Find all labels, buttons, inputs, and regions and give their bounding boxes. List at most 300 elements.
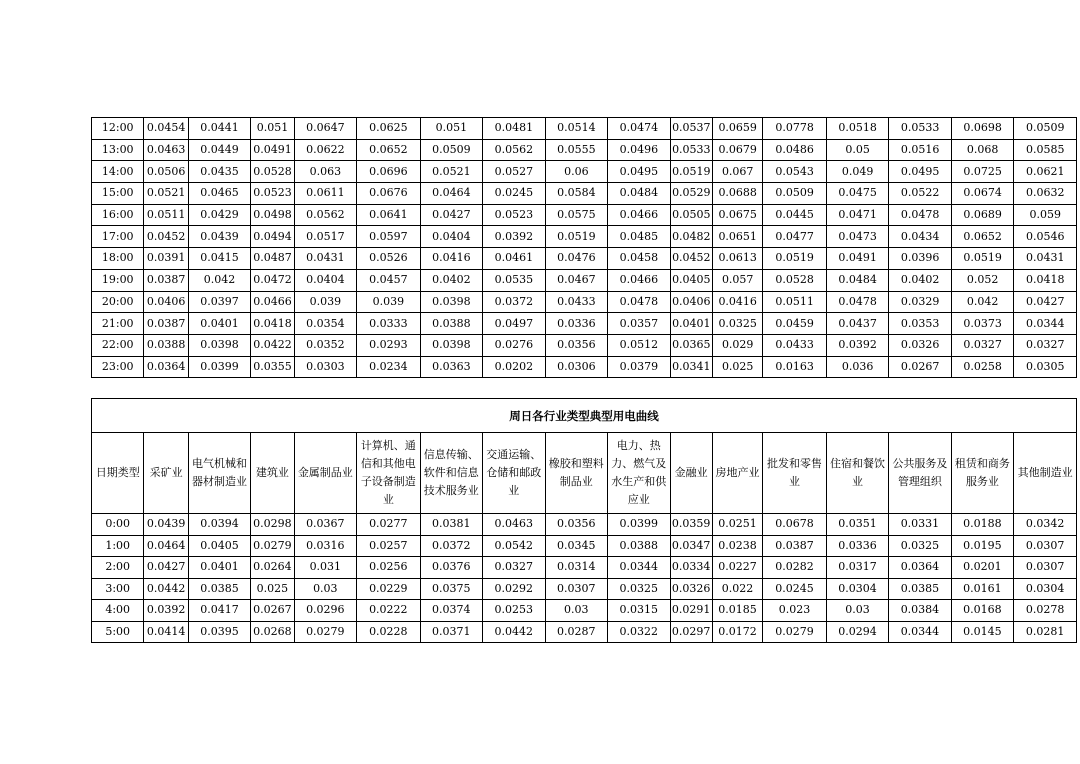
value-cell: 0.0303 (294, 356, 357, 378)
value-cell: 0.0354 (294, 313, 357, 335)
value-cell: 0.0537 (670, 118, 712, 140)
table-row (92, 578, 1077, 600)
value-cell: 0.0484 (608, 183, 671, 205)
value-cell: 0.0392 (826, 334, 889, 356)
value-cell: 0.0376 (420, 557, 482, 579)
value-cell: 0.0402 (420, 269, 483, 291)
value-cell: 0.049 (826, 161, 889, 183)
value-cell: 0.0329 (889, 291, 952, 313)
value-cell: 0.0518 (826, 118, 889, 140)
column-header: 金属制品业 (294, 433, 356, 514)
value-cell: 0.0431 (294, 248, 357, 270)
value-cell: 0.0478 (608, 291, 671, 313)
value-cell: 0.0495 (889, 161, 952, 183)
value-cell: 0.0345 (545, 535, 607, 557)
value-cell: 0.0418 (1014, 269, 1077, 291)
value-cell: 0.051 (251, 118, 294, 140)
value-cell: 0.0496 (608, 139, 671, 161)
value-cell: 0.0245 (763, 578, 827, 600)
time-cell: 4:00 (92, 600, 144, 622)
value-cell: 0.0394 (188, 514, 250, 536)
value-cell: 0.0195 (951, 535, 1013, 557)
value-cell: 0.0282 (763, 557, 827, 579)
table-row (92, 334, 1077, 356)
value-cell: 0.0482 (670, 226, 712, 248)
table-row (92, 139, 1077, 161)
value-cell: 0.0463 (144, 139, 188, 161)
value-cell: 0.0293 (357, 334, 421, 356)
value-cell: 0.0533 (670, 139, 712, 161)
value-cell: 0.0452 (670, 248, 712, 270)
value-cell: 0.0163 (763, 356, 827, 378)
value-cell: 0.0357 (608, 313, 671, 335)
value-cell: 0.0611 (294, 183, 357, 205)
value-cell: 0.03 (545, 600, 607, 622)
column-header: 金融业 (670, 433, 712, 514)
value-cell: 0.0521 (420, 161, 483, 183)
value-cell: 0.0364 (889, 557, 951, 579)
value-cell: 0.0457 (357, 269, 421, 291)
value-cell: 0.0416 (420, 248, 483, 270)
value-cell: 0.0555 (545, 139, 608, 161)
value-cell: 0.0401 (188, 313, 251, 335)
value-cell: 0.03 (826, 600, 888, 622)
value-cell: 0.0405 (670, 269, 712, 291)
value-cell: 0.0474 (608, 118, 671, 140)
value-cell: 0.0304 (1014, 578, 1077, 600)
value-cell: 0.0511 (144, 204, 188, 226)
value-cell: 0.0472 (251, 269, 294, 291)
value-cell: 0.0375 (420, 578, 482, 600)
table-row (92, 269, 1077, 291)
value-cell: 0.0326 (670, 578, 712, 600)
value-cell: 0.0185 (712, 600, 762, 622)
value-cell: 0.0725 (951, 161, 1014, 183)
value-cell: 0.0449 (188, 139, 251, 161)
value-cell: 0.0464 (420, 183, 483, 205)
value-cell: 0.0333 (357, 313, 421, 335)
value-cell: 0.022 (712, 578, 762, 600)
value-cell: 0.0498 (251, 204, 294, 226)
time-cell: 16:00 (92, 204, 144, 226)
column-header: 橡胶和塑料制品业 (545, 433, 607, 514)
value-cell: 0.0315 (608, 600, 670, 622)
value-cell: 0.0305 (1014, 356, 1077, 378)
table-row (92, 118, 1077, 140)
value-cell: 0.0519 (951, 248, 1014, 270)
value-cell: 0.0415 (188, 248, 251, 270)
value-cell: 0.0441 (188, 118, 251, 140)
value-cell: 0.0145 (951, 621, 1013, 643)
value-cell: 0.0398 (420, 334, 483, 356)
value-cell: 0.039 (294, 291, 357, 313)
value-cell: 0.0632 (1014, 183, 1077, 205)
column-header: 租赁和商务服务业 (951, 433, 1013, 514)
value-cell: 0.0279 (763, 621, 827, 643)
value-cell: 0.052 (951, 269, 1014, 291)
value-cell: 0.0442 (144, 578, 188, 600)
value-cell: 0.0256 (357, 557, 421, 579)
value-cell: 0.0517 (294, 226, 357, 248)
value-cell: 0.029 (712, 334, 762, 356)
value-cell: 0.0505 (670, 204, 712, 226)
value-cell: 0.0597 (357, 226, 421, 248)
value-cell: 0.0245 (483, 183, 546, 205)
value-cell: 0.0344 (1014, 313, 1077, 335)
time-cell: 21:00 (92, 313, 144, 335)
time-cell: 18:00 (92, 248, 144, 270)
value-cell: 0.0427 (144, 557, 188, 579)
value-cell: 0.0228 (357, 621, 421, 643)
value-cell: 0.0234 (357, 356, 421, 378)
time-cell: 15:00 (92, 183, 144, 205)
value-cell: 0.0327 (1014, 334, 1077, 356)
value-cell: 0.0307 (545, 578, 607, 600)
value-cell: 0.0509 (1014, 118, 1077, 140)
value-cell: 0.0414 (144, 621, 188, 643)
column-header: 采矿业 (144, 433, 188, 514)
value-cell: 0.0392 (144, 600, 188, 622)
value-cell: 0.0331 (889, 514, 951, 536)
value-cell: 0.0396 (889, 248, 952, 270)
value-cell: 0.0476 (545, 248, 608, 270)
value-cell: 0.051 (420, 118, 483, 140)
value-cell: 0.0344 (889, 621, 951, 643)
value-cell: 0.0584 (545, 183, 608, 205)
value-cell: 0.0675 (712, 204, 762, 226)
time-cell: 3:00 (92, 578, 144, 600)
value-cell: 0.0397 (188, 291, 251, 313)
column-header: 电气机械和器材制造业 (188, 433, 250, 514)
value-cell: 0.0679 (712, 139, 762, 161)
value-cell: 0.0487 (251, 248, 294, 270)
value-cell: 0.0395 (188, 621, 250, 643)
value-cell: 0.0494 (251, 226, 294, 248)
value-cell: 0.0475 (826, 183, 889, 205)
value-cell: 0.0471 (826, 204, 889, 226)
value-cell: 0.0327 (483, 557, 545, 579)
table-row (92, 600, 1077, 622)
value-cell: 0.0267 (251, 600, 294, 622)
value-cell: 0.03 (294, 578, 356, 600)
value-cell: 0.0514 (545, 118, 608, 140)
value-cell: 0.0322 (608, 621, 670, 643)
value-cell: 0.0575 (545, 204, 608, 226)
time-cell: 17:00 (92, 226, 144, 248)
table-row (92, 313, 1077, 335)
value-cell: 0.025 (712, 356, 762, 378)
value-cell: 0.0519 (763, 248, 827, 270)
value-cell: 0.0374 (420, 600, 482, 622)
table-row (92, 226, 1077, 248)
value-cell: 0.0326 (889, 334, 952, 356)
value-cell: 0.0585 (1014, 139, 1077, 161)
time-cell: 2:00 (92, 557, 144, 579)
value-cell: 0.0404 (294, 269, 357, 291)
time-cell: 22:00 (92, 334, 144, 356)
value-cell: 0.0161 (951, 578, 1013, 600)
value-cell: 0.0268 (251, 621, 294, 643)
value-cell: 0.0522 (889, 183, 952, 205)
time-cell: 19:00 (92, 269, 144, 291)
value-cell: 0.0478 (889, 204, 952, 226)
value-cell: 0.0371 (420, 621, 482, 643)
value-cell: 0.0546 (1014, 226, 1077, 248)
table-row (92, 535, 1077, 557)
value-cell: 0.0279 (251, 535, 294, 557)
value-cell: 0.0172 (712, 621, 762, 643)
value-cell: 0.0696 (357, 161, 421, 183)
value-cell: 0.0497 (483, 313, 546, 335)
value-cell: 0.0464 (144, 535, 188, 557)
value-cell: 0.0676 (357, 183, 421, 205)
column-header: 批发和零售业 (763, 433, 827, 514)
value-cell: 0.0459 (763, 313, 827, 335)
table-row (92, 557, 1077, 579)
table-row (92, 248, 1077, 270)
time-cell: 5:00 (92, 621, 144, 643)
value-cell: 0.0201 (951, 557, 1013, 579)
value-cell: 0.0454 (144, 118, 188, 140)
value-cell: 0.0406 (670, 291, 712, 313)
value-cell: 0.0325 (889, 535, 951, 557)
value-cell: 0.067 (712, 161, 762, 183)
value-cell: 0.0352 (294, 334, 357, 356)
weekday-load-table-continuation (91, 117, 1077, 378)
column-header: 其他制造业 (1014, 433, 1077, 514)
value-cell: 0.0445 (763, 204, 827, 226)
value-cell: 0.0529 (670, 183, 712, 205)
value-cell: 0.0519 (670, 161, 712, 183)
value-cell: 0.0465 (188, 183, 251, 205)
value-cell: 0.0509 (763, 183, 827, 205)
value-cell: 0.0543 (763, 161, 827, 183)
value-cell: 0.0485 (608, 226, 671, 248)
value-cell: 0.0276 (483, 334, 546, 356)
value-cell: 0.0466 (251, 291, 294, 313)
table-row (92, 356, 1077, 378)
value-cell: 0.023 (763, 600, 827, 622)
value-cell: 0.0317 (826, 557, 888, 579)
column-header: 建筑业 (251, 433, 294, 514)
value-cell: 0.0359 (670, 514, 712, 536)
value-cell: 0.0491 (826, 248, 889, 270)
value-cell: 0.0405 (188, 535, 250, 557)
value-cell: 0.0523 (483, 204, 546, 226)
value-cell: 0.042 (951, 291, 1014, 313)
value-cell: 0.0689 (951, 204, 1014, 226)
value-cell: 0.0562 (294, 204, 357, 226)
value-cell: 0.0384 (889, 600, 951, 622)
value-cell: 0.0307 (1014, 557, 1077, 579)
value-cell: 0.0429 (188, 204, 251, 226)
table-row (92, 621, 1077, 643)
value-cell: 0.0458 (608, 248, 671, 270)
value-cell: 0.0316 (294, 535, 356, 557)
value-cell: 0.0365 (670, 334, 712, 356)
value-cell: 0.0381 (420, 514, 482, 536)
value-cell: 0.0688 (712, 183, 762, 205)
table-row (92, 183, 1077, 205)
value-cell: 0.0641 (357, 204, 421, 226)
value-cell: 0.0535 (483, 269, 546, 291)
value-cell: 0.0509 (420, 139, 483, 161)
value-cell: 0.0433 (763, 334, 827, 356)
value-cell: 0.0417 (188, 600, 250, 622)
value-cell: 0.0336 (545, 313, 608, 335)
value-cell: 0.059 (1014, 204, 1077, 226)
value-cell: 0.0437 (826, 313, 889, 335)
value-cell: 0.0434 (889, 226, 952, 248)
value-cell: 0.0495 (608, 161, 671, 183)
column-header: 交通运输、仓储和邮政业 (483, 433, 545, 514)
value-cell: 0.0401 (188, 557, 250, 579)
value-cell: 0.0533 (889, 118, 952, 140)
value-cell: 0.0647 (294, 118, 357, 140)
value-cell: 0.063 (294, 161, 357, 183)
header-row (92, 433, 1077, 514)
value-cell: 0.0398 (420, 291, 483, 313)
value-cell: 0.0351 (826, 514, 888, 536)
time-cell: 13:00 (92, 139, 144, 161)
value-cell: 0.0387 (763, 535, 827, 557)
value-cell: 0.0418 (251, 313, 294, 335)
value-cell: 0.0387 (144, 313, 188, 335)
value-cell: 0.0528 (251, 161, 294, 183)
value-cell: 0.0477 (763, 226, 827, 248)
column-header: 房地产业 (712, 433, 762, 514)
value-cell: 0.0253 (483, 600, 545, 622)
value-cell: 0.0506 (144, 161, 188, 183)
value-cell: 0.0461 (483, 248, 546, 270)
value-cell: 0.0433 (545, 291, 608, 313)
column-header: 计算机、通信和其他电子设备制造业 (357, 433, 421, 514)
value-cell: 0.0341 (670, 356, 712, 378)
value-cell: 0.0372 (483, 291, 546, 313)
value-cell: 0.0512 (608, 334, 671, 356)
value-cell: 0.068 (951, 139, 1014, 161)
value-cell: 0.0652 (951, 226, 1014, 248)
value-cell: 0.0251 (712, 514, 762, 536)
value-cell: 0.0698 (951, 118, 1014, 140)
value-cell: 0.0385 (188, 578, 250, 600)
time-cell: 1:00 (92, 535, 144, 557)
value-cell: 0.0528 (763, 269, 827, 291)
value-cell: 0.0526 (357, 248, 421, 270)
value-cell: 0.0385 (889, 578, 951, 600)
value-cell: 0.0511 (763, 291, 827, 313)
time-cell: 12:00 (92, 118, 144, 140)
value-cell: 0.0258 (951, 356, 1014, 378)
value-cell: 0.0379 (608, 356, 671, 378)
value-cell: 0.0401 (670, 313, 712, 335)
value-cell: 0.0398 (188, 334, 251, 356)
value-cell: 0.0238 (712, 535, 762, 557)
value-cell: 0.0516 (889, 139, 952, 161)
value-cell: 0.0356 (545, 514, 607, 536)
value-cell: 0.0327 (951, 334, 1014, 356)
value-cell: 0.0613 (712, 248, 762, 270)
value-cell: 0.0399 (188, 356, 251, 378)
value-cell: 0.0355 (251, 356, 294, 378)
value-cell: 0.057 (712, 269, 762, 291)
value-cell: 0.0281 (1014, 621, 1077, 643)
time-cell: 23:00 (92, 356, 144, 378)
column-header: 信息传输、软件和信息技术服务业 (420, 433, 482, 514)
value-cell: 0.0478 (826, 291, 889, 313)
value-cell: 0.0388 (420, 313, 483, 335)
value-cell: 0.0442 (483, 621, 545, 643)
value-cell: 0.0466 (608, 269, 671, 291)
value-cell: 0.0227 (712, 557, 762, 579)
value-cell: 0.0287 (545, 621, 607, 643)
value-cell: 0.0392 (483, 226, 546, 248)
value-cell: 0.0622 (294, 139, 357, 161)
value-cell: 0.0439 (144, 514, 188, 536)
value-cell: 0.05 (826, 139, 889, 161)
time-cell: 14:00 (92, 161, 144, 183)
value-cell: 0.0298 (251, 514, 294, 536)
value-cell: 0.0422 (251, 334, 294, 356)
value-cell: 0.0277 (357, 514, 421, 536)
value-cell: 0.042 (188, 269, 251, 291)
value-cell: 0.0652 (357, 139, 421, 161)
value-cell: 0.0404 (420, 226, 483, 248)
value-cell: 0.0388 (608, 535, 670, 557)
column-header: 住宿和餐饮业 (826, 433, 888, 514)
table-row (92, 514, 1077, 536)
value-cell: 0.0621 (1014, 161, 1077, 183)
table-row (92, 204, 1077, 226)
value-cell: 0.0473 (826, 226, 889, 248)
sunday-load-table (91, 398, 1077, 643)
value-cell: 0.0463 (483, 514, 545, 536)
value-cell: 0.0267 (889, 356, 952, 378)
value-cell: 0.0388 (144, 334, 188, 356)
value-cell: 0.0347 (670, 535, 712, 557)
value-cell: 0.0314 (545, 557, 607, 579)
value-cell: 0.0367 (294, 514, 356, 536)
value-cell: 0.0484 (826, 269, 889, 291)
value-cell: 0.0651 (712, 226, 762, 248)
value-cell: 0.0306 (545, 356, 608, 378)
value-cell: 0.0491 (251, 139, 294, 161)
time-cell: 20:00 (92, 291, 144, 313)
column-header: 电力、热力、燃气及水生产和供应业 (608, 433, 670, 514)
value-cell: 0.0336 (826, 535, 888, 557)
value-cell: 0.0264 (251, 557, 294, 579)
value-cell: 0.0523 (251, 183, 294, 205)
table-row (92, 161, 1077, 183)
value-cell: 0.0486 (763, 139, 827, 161)
value-cell: 0.0229 (357, 578, 421, 600)
value-cell: 0.0296 (294, 600, 356, 622)
value-cell: 0.0202 (483, 356, 546, 378)
value-cell: 0.0674 (951, 183, 1014, 205)
value-cell: 0.0439 (188, 226, 251, 248)
value-cell: 0.06 (545, 161, 608, 183)
value-cell: 0.0291 (670, 600, 712, 622)
value-cell: 0.0625 (357, 118, 421, 140)
value-cell: 0.0279 (294, 621, 356, 643)
value-cell: 0.0325 (712, 313, 762, 335)
table-row (92, 291, 1077, 313)
value-cell: 0.0344 (608, 557, 670, 579)
value-cell: 0.025 (251, 578, 294, 600)
value-cell: 0.0391 (144, 248, 188, 270)
value-cell: 0.0452 (144, 226, 188, 248)
value-cell: 0.0521 (144, 183, 188, 205)
